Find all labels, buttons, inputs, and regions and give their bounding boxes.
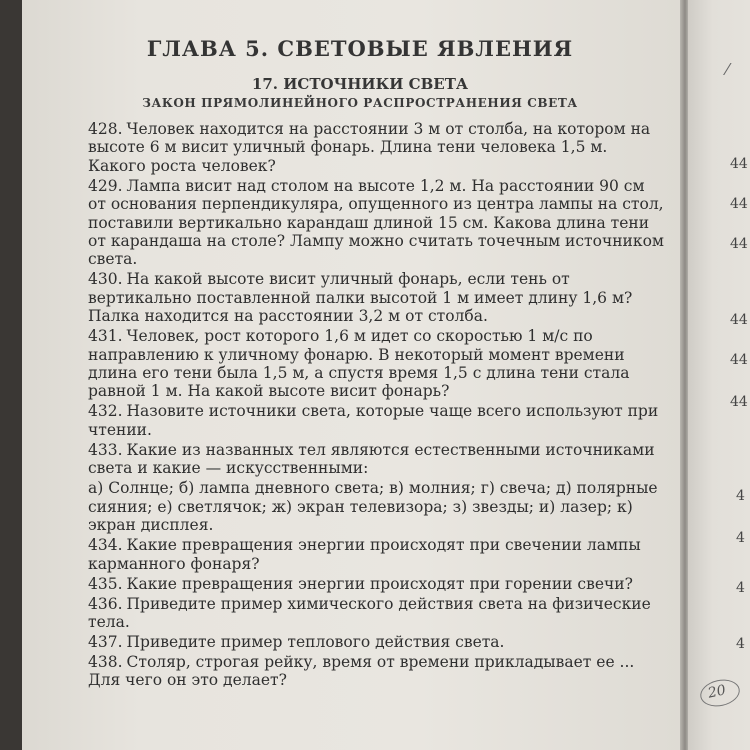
chapter-title: ГЛАВА 5. СВЕТОВЫЕ ЯВЛЕНИЯ — [146, 36, 574, 61]
problem-text: а) Солнце; б) лампа дневного света; в) молния; г) свеча; д) полярные сияния; е) светлячок; ж) экран телевизора; з) звезды; и) лазер; к) экран дисплея. — [88, 479, 658, 535]
problem-435 — [88, 575, 666, 593]
pencil-mark-icon: ⁄ — [726, 60, 729, 79]
problem-text: Приведите пример химического действия света на физические тела. — [88, 594, 651, 631]
problem-text: Человек, рост которого 1,6 м идет со скоростью 1 м/с по направлению к уличному фонарю. В некоторый момент времени длина его тени была 1,5 м, а спустя время 1,5 с длина тени стала равной 1 м. На какой высоте висит фонарь? — [88, 327, 630, 401]
problem-list — [88, 120, 666, 691]
problem-431 — [88, 327, 666, 401]
problem-430 — [88, 270, 666, 325]
problem-number: 437. — [88, 632, 123, 651]
right-page-number: 44 — [730, 236, 748, 252]
problem-428 — [88, 120, 666, 175]
problem-number: 438. — [88, 652, 123, 671]
problem-433 — [88, 441, 666, 478]
problem-434 — [88, 536, 666, 573]
problem-436 — [88, 595, 666, 632]
right-page-number: 44 — [730, 394, 748, 410]
right-page-number: 4 — [736, 580, 745, 596]
law-title: ЗАКОН ПРЯМОЛИНЕЙНОГО РАСПРОСТРАНЕНИЯ СВЕТА — [142, 96, 578, 110]
right-page-number: 44 — [730, 196, 748, 212]
problem-433-options — [88, 479, 666, 534]
problem-text: Столяр, строгая рейку, время от времени прикладывает ее ... Для чего он это делает? — [88, 652, 635, 690]
problem-number: 433. — [88, 440, 123, 459]
problem-number: 429. — [88, 176, 123, 195]
problem-text: Приведите пример теплового действия света. — [126, 632, 505, 651]
right-page-number: 4 — [736, 530, 745, 546]
right-page-number: 44 — [730, 312, 748, 328]
problem-number: 434. — [88, 536, 123, 555]
problem-number: 436. — [88, 594, 123, 613]
problem-number: 435. — [88, 574, 123, 593]
problem-number: 431. — [88, 327, 123, 346]
right-page-number: 44 — [730, 352, 748, 368]
problem-text: Назовите источники света, которые чаще всего используют при чтении. — [88, 402, 659, 439]
right-page-number: 4 — [736, 488, 745, 504]
right-page-number: 4 — [736, 636, 745, 652]
problem-text: Какие превращения энергии происходят при горении свечи? — [126, 574, 633, 593]
problem-text: Какие превращения энергии происходят при свечении лампы карманного фонаря? — [88, 536, 641, 573]
problem-number: 430. — [88, 270, 123, 289]
problem-number: 428. — [88, 120, 123, 138]
problem-438 — [88, 653, 666, 690]
section-title: 17. ИСТОЧНИКИ СВЕТА — [251, 75, 469, 93]
right-page-number: 44 — [730, 156, 748, 172]
problem-text: На какой высоте висит уличный фонарь, если тень от вертикально поставленной палки высотой 1 м имеет длину 1,6 м? Палка находится на расстоянии 3,2 м от столба. — [88, 270, 633, 326]
problem-437 — [88, 633, 666, 651]
problem-429 — [88, 177, 666, 269]
problem-432 — [88, 402, 666, 439]
problem-text: Человек находится на расстоянии 3 м от столба, на котором на высоте 6 м висит уличный фонарь. Длина тени человека 1,5 м. Какого роста человек? — [88, 120, 651, 175]
problem-text: Какие из названных тел являются естественными источниками света и какие — искусственными: — [88, 440, 655, 478]
problem-text: Лампа висит над столом на высоте 1,2 м. На расстоянии 90 см от основания перпендикуляра, опущенного из центра лампы на стол, поставили вертикально карандаш длиной 15 см. Какова длина тени от карандаша на столе? Лампу можно считать точечным источником света. — [88, 176, 664, 269]
problem-number: 432. — [88, 402, 123, 421]
pencil-note: 20 — [706, 682, 728, 702]
